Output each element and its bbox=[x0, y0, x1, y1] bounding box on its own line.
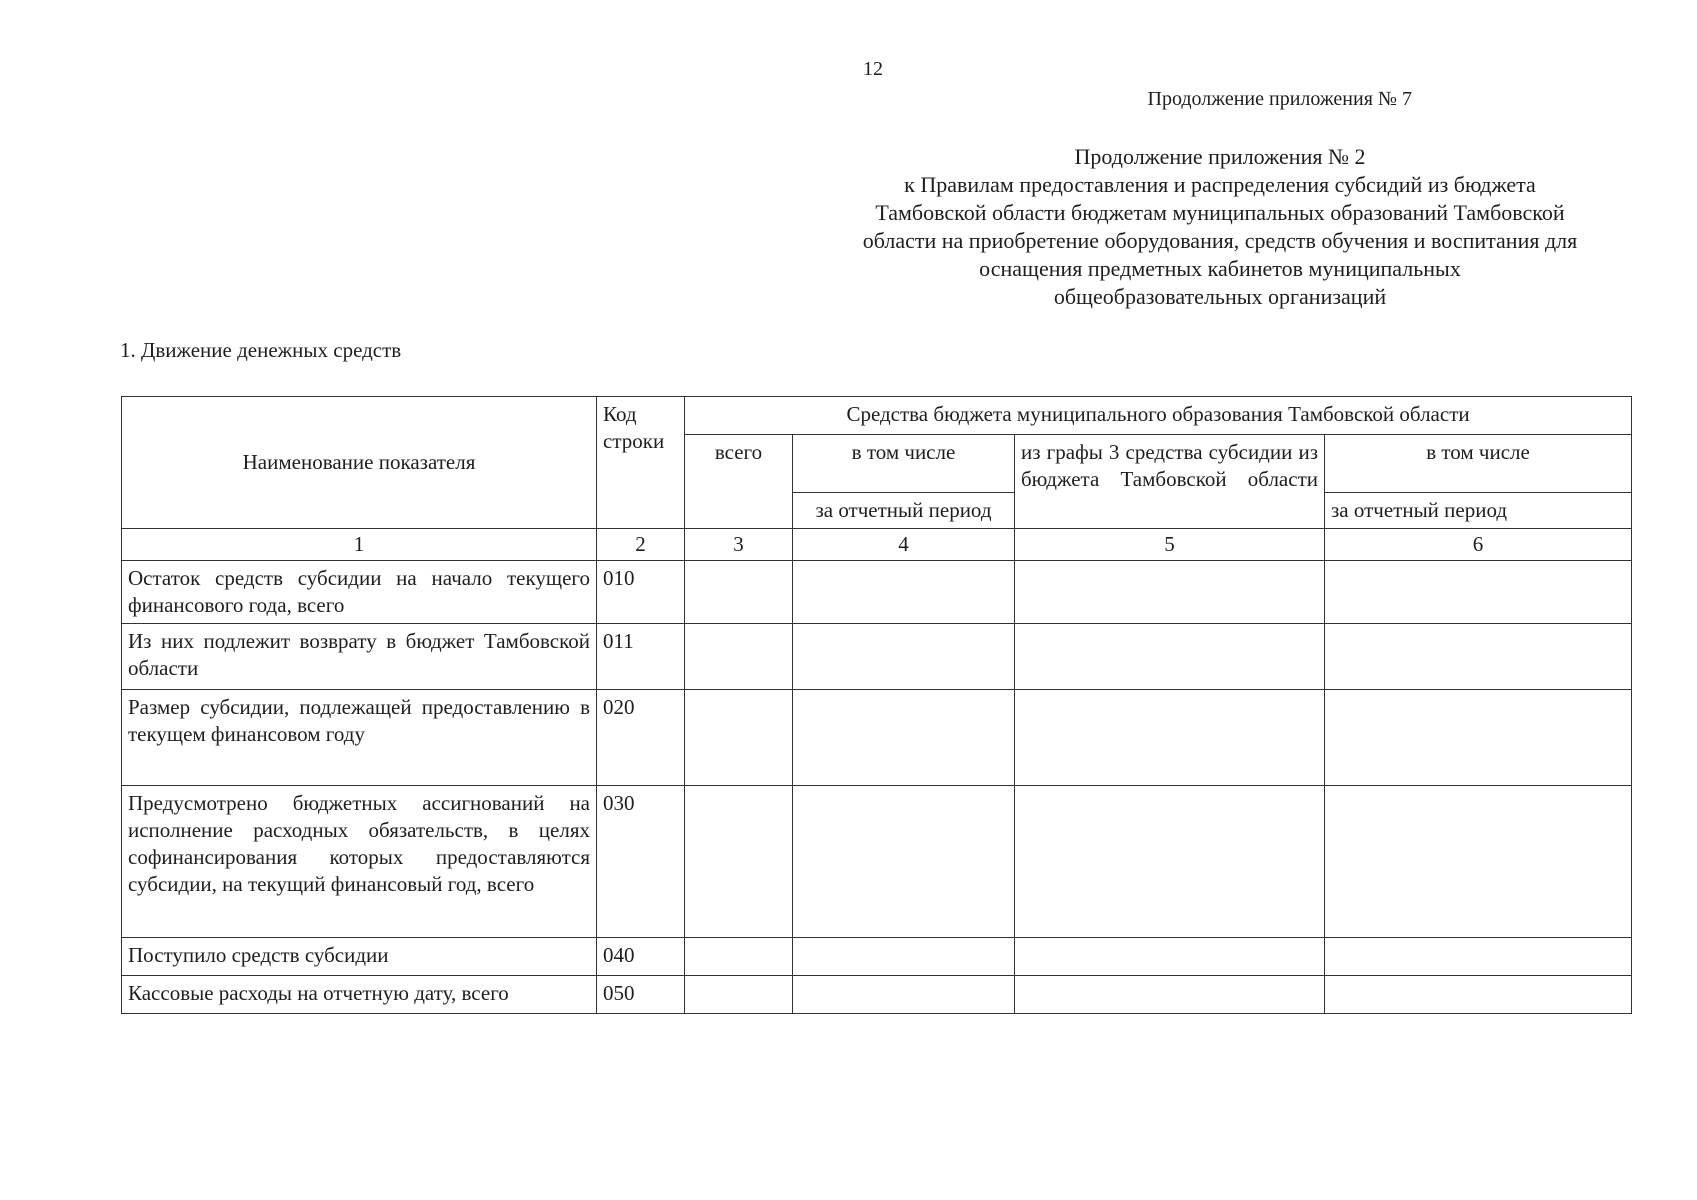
value-cell bbox=[1015, 786, 1325, 938]
header-including-2: в том числе bbox=[1325, 435, 1632, 493]
value-cell bbox=[793, 624, 1015, 690]
table-row bbox=[122, 690, 1632, 786]
header-reporting-period-1: за отчетный период bbox=[793, 493, 1015, 529]
value-cell bbox=[1015, 938, 1325, 976]
row-indicator-name: Остаток средств субсидии на начало текущего финансового года, всего bbox=[122, 561, 597, 624]
table-row bbox=[122, 786, 1632, 938]
continuation-appendix-7: Продолжение приложения № 7 bbox=[1147, 88, 1412, 110]
value-cell bbox=[1325, 976, 1632, 1014]
section-title: 1. Движение денежных средств bbox=[120, 338, 402, 362]
header-total: всего bbox=[685, 435, 793, 529]
appendix-line: Тамбовской области бюджетам муниципальных образований Тамбовской bbox=[875, 200, 1565, 225]
row-code: 050 bbox=[597, 976, 685, 1014]
table-row bbox=[122, 561, 1632, 624]
appendix-2-header bbox=[820, 143, 1620, 311]
appendix-line: общеобразовательных организаций bbox=[1053, 284, 1387, 309]
header-from-column-3: из графы 3 средства субсидии из бюджета Тамбовской области bbox=[1015, 435, 1325, 529]
row-code: 030 bbox=[597, 786, 685, 938]
value-cell bbox=[1325, 938, 1632, 976]
value-cell bbox=[685, 561, 793, 624]
value-cell bbox=[1325, 786, 1632, 938]
value-cell bbox=[685, 786, 793, 938]
appendix-line: оснащения предметных кабинетов муниципальных bbox=[979, 256, 1461, 281]
value-cell bbox=[1325, 690, 1632, 786]
column-number: 2 bbox=[597, 529, 685, 561]
column-number-row bbox=[122, 529, 1632, 561]
value-cell bbox=[793, 561, 1015, 624]
column-number: 4 bbox=[793, 529, 1015, 561]
value-cell bbox=[1325, 561, 1632, 624]
value-cell bbox=[793, 976, 1015, 1014]
header-indicator-name: Наименование показателя bbox=[122, 397, 597, 529]
header-including-1: в том числе bbox=[793, 435, 1015, 493]
row-code: 040 bbox=[597, 938, 685, 976]
table-row bbox=[122, 938, 1632, 976]
row-indicator-name: Предусмотрено бюджетных ассигнований на исполнение расходных обязательств, в целях софинансирования которых предоставляются субсидии, на текущий финансовый год, всего bbox=[122, 786, 597, 938]
value-cell bbox=[685, 624, 793, 690]
row-code: 020 bbox=[597, 690, 685, 786]
table-row bbox=[122, 624, 1632, 690]
header-line-code: Код строки bbox=[597, 397, 685, 529]
header-reporting-period-2: за отчетный период bbox=[1325, 493, 1632, 529]
cash-flow-table bbox=[121, 396, 1631, 1014]
column-number: 5 bbox=[1015, 529, 1325, 561]
value-cell bbox=[685, 938, 793, 976]
row-code: 011 bbox=[597, 624, 685, 690]
value-cell bbox=[1015, 561, 1325, 624]
column-number: 3 bbox=[685, 529, 793, 561]
cash-flow-table-grid bbox=[121, 396, 1632, 1014]
value-cell bbox=[685, 690, 793, 786]
appendix-line: области на приобретение оборудования, средств обучения и воспитания для bbox=[862, 228, 1578, 253]
appendix-line: к Правилам предоставления и распределения субсидий из бюджета bbox=[904, 172, 1536, 197]
value-cell bbox=[1015, 624, 1325, 690]
value-cell bbox=[1015, 976, 1325, 1014]
row-indicator-name: Размер субсидии, подлежащей предоставлению в текущем финансовом году bbox=[122, 690, 597, 786]
row-indicator-name: Кассовые расходы на отчетную дату, всего bbox=[122, 976, 597, 1014]
value-cell bbox=[793, 938, 1015, 976]
value-cell bbox=[793, 786, 1015, 938]
row-indicator-name: Из них подлежит возврату в бюджет Тамбовской области bbox=[122, 624, 597, 690]
appendix-line: Продолжение приложения № 2 bbox=[1074, 144, 1366, 169]
column-number: 1 bbox=[122, 529, 597, 561]
column-number: 6 bbox=[1325, 529, 1632, 561]
value-cell bbox=[793, 690, 1015, 786]
value-cell bbox=[1015, 690, 1325, 786]
page-number: 12 bbox=[863, 58, 883, 80]
row-code: 010 bbox=[597, 561, 685, 624]
value-cell bbox=[1325, 624, 1632, 690]
value-cell bbox=[685, 976, 793, 1014]
header-budget-group: Средства бюджета муниципального образования Тамбовской области bbox=[685, 397, 1632, 435]
table-row bbox=[122, 976, 1632, 1014]
row-indicator-name: Поступило средств субсидии bbox=[122, 938, 597, 976]
